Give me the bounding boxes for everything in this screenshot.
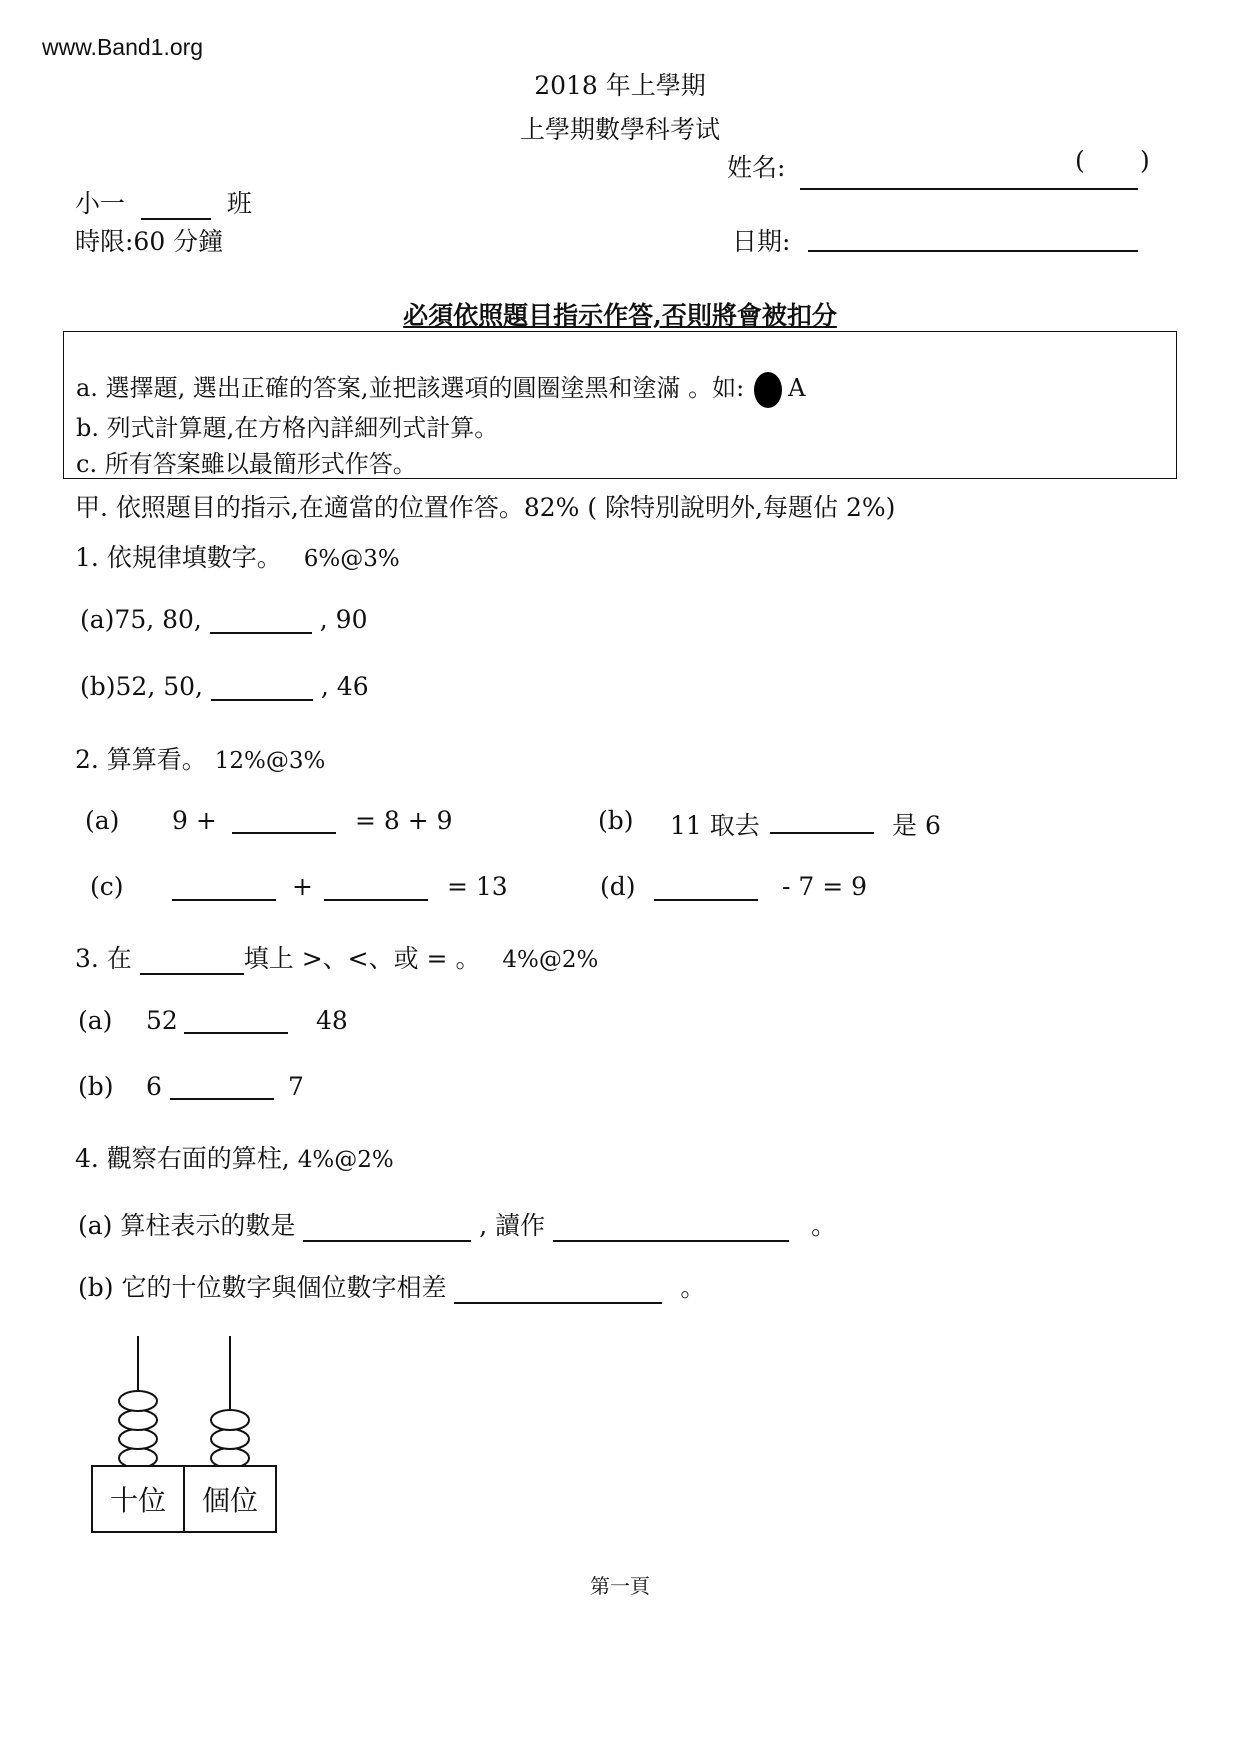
tens-bead — [119, 1391, 157, 1411]
instructions-box — [63, 331, 1177, 479]
q2b-label: (b) — [598, 806, 634, 835]
q4a-prefix: (a) 算柱表示的數是 — [78, 1211, 296, 1240]
time-limit: 時限:60 分鐘 — [75, 227, 224, 256]
tens-label: 十位 — [109, 1484, 167, 1517]
q1a-prefix: (a)75, 80, — [80, 605, 202, 634]
q2a-right: = 8 + 9 — [355, 806, 453, 835]
q2c-plus: + — [292, 872, 313, 901]
tens-bead — [119, 1429, 157, 1449]
q2b-right: 是 6 — [892, 811, 941, 840]
q1a — [80, 605, 368, 634]
q2d-label: (d) — [600, 872, 636, 901]
q4b-suffix: 。 — [680, 1273, 706, 1302]
instruction-a-example: A — [788, 374, 806, 402]
q3a-blank[interactable] — [184, 1032, 288, 1034]
exam-term: 2018 年上學期 — [534, 71, 706, 100]
q3a-left: 52 — [146, 1006, 178, 1035]
q4b-blank[interactable] — [454, 1276, 662, 1304]
instruction-b: b. 列式計算題,在方格內詳細列式計算。 — [76, 414, 499, 442]
q4-points: 4%@2% — [297, 1147, 394, 1173]
q4-title-text: 4. 觀察右面的算柱, — [75, 1144, 290, 1173]
q3-points: 4%@2% — [502, 947, 599, 973]
q4b — [78, 1268, 705, 1304]
q2-title — [75, 740, 325, 776]
exam-title: 上學期數學科考试 — [519, 115, 720, 144]
q4a — [78, 1206, 836, 1242]
instruction-a-text: a. 選擇題, 選出正確的答案,並把該選項的圓圈塗黑和塗滿 。如: — [76, 374, 745, 402]
date-line[interactable] — [808, 250, 1138, 252]
q3b-label: (b) — [78, 1072, 114, 1101]
section-a-title: 甲. 依照題目的指示,在適當的位置作答。82% ( 除特別說明外,每題佔 2%) — [75, 493, 896, 522]
class-blank[interactable] — [141, 192, 211, 220]
tens-beads — [119, 1391, 157, 1468]
instruction-c: c. 所有答案雖以最簡形式作答。 — [76, 450, 417, 478]
q3-title — [75, 939, 598, 975]
q1b-prefix: (b)52, 50, — [80, 672, 203, 701]
date-label: 日期: — [732, 227, 791, 256]
q1b-suffix: , 46 — [320, 672, 369, 701]
ones-beads — [211, 1410, 249, 1468]
abacus — [80, 1330, 300, 1570]
q1a-suffix: , 90 — [319, 605, 368, 634]
q3b-blank[interactable] — [170, 1098, 274, 1100]
class-suffix: 班 — [226, 189, 252, 218]
ones-label: 個位 — [201, 1484, 259, 1517]
class-field — [75, 184, 252, 220]
q4a-blank-number[interactable] — [303, 1214, 471, 1242]
q1-title-text: 1. 依規律填數字。 — [75, 543, 282, 572]
q3-title-suffix: 填上 >、<、或 = 。 — [243, 944, 481, 973]
filled-circle-icon — [754, 372, 782, 408]
q2d-blank[interactable] — [654, 899, 758, 901]
q3-title-blank — [140, 947, 244, 975]
site-url: www.Band1.org — [42, 34, 204, 60]
name-label: 姓名: — [727, 153, 786, 182]
instruction-a — [76, 368, 806, 408]
q3a-label: (a) — [78, 1006, 113, 1035]
q1-title — [75, 538, 400, 574]
q2c-right: = 13 — [447, 872, 508, 901]
q2-points: 12%@3% — [214, 748, 326, 774]
q4-title — [75, 1139, 394, 1175]
class-prefix: 小一 — [75, 189, 126, 218]
q2b-blank[interactable] — [770, 832, 874, 834]
q1a-blank[interactable] — [210, 606, 312, 634]
q2a-left: 9 + — [172, 806, 217, 835]
name-line[interactable] — [800, 188, 1138, 190]
q2a-blank[interactable] — [232, 832, 336, 834]
q2c-blank-1[interactable] — [172, 899, 276, 901]
ones-bead — [211, 1410, 249, 1430]
name-paren-open: ( — [1075, 146, 1085, 175]
q2-title-text: 2. 算算看。 — [75, 745, 207, 774]
q4a-suffix: 。 — [811, 1211, 837, 1240]
notice: 必須依照題目指示作答,否則將會被扣分 — [403, 301, 837, 330]
q2b-left: 11 取去 — [670, 811, 760, 840]
q3b-left: 6 — [146, 1072, 162, 1101]
q3b-right: 7 — [288, 1072, 304, 1101]
tens-bead — [119, 1410, 157, 1430]
q1b-blank[interactable] — [211, 673, 313, 701]
q4a-mid: , 讀作 — [479, 1211, 546, 1240]
q2c-blank-2[interactable] — [324, 899, 428, 901]
q4b-prefix: (b) 它的十位數字與個位數字相差 — [78, 1273, 447, 1302]
q1b — [80, 672, 369, 701]
q2c-label: (c) — [90, 872, 124, 901]
q4a-blank-reading[interactable] — [553, 1214, 789, 1242]
page-number: 第一頁 — [590, 1574, 650, 1598]
ones-bead — [211, 1429, 249, 1449]
q3-title-prefix: 3. 在 — [75, 944, 132, 973]
q2a-label: (a) — [85, 806, 120, 835]
q1-points: 6%@3% — [303, 546, 400, 572]
q2d-right: - 7 = 9 — [782, 872, 868, 901]
name-paren-close: ) — [1140, 146, 1150, 175]
q3a-right: 48 — [316, 1006, 348, 1035]
